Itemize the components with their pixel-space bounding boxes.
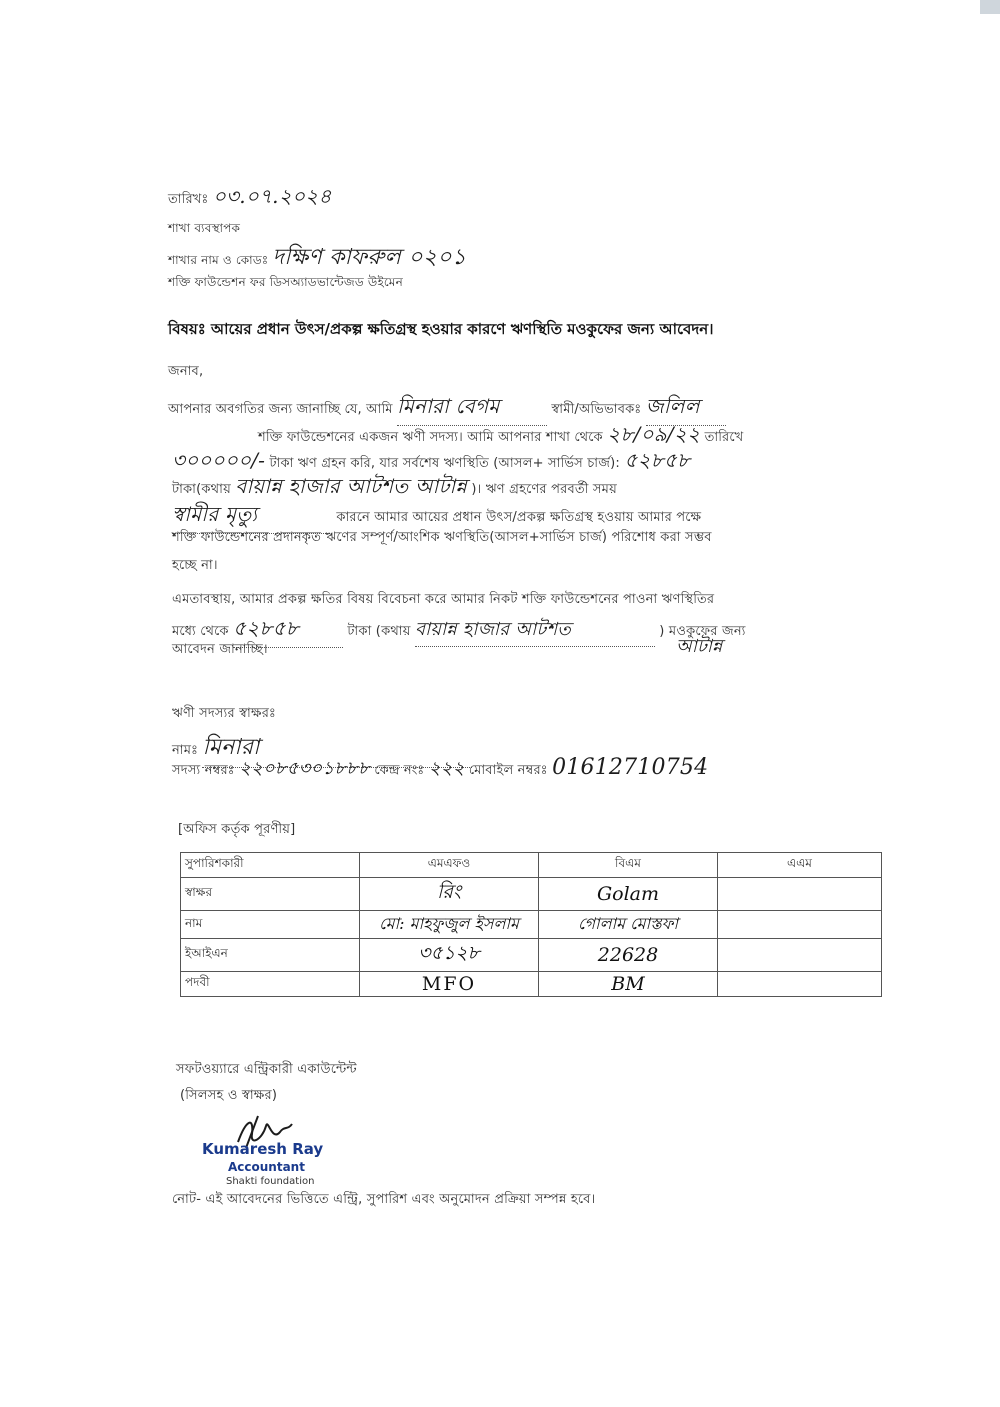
guardian-handwritten: জলিল (646, 392, 726, 426)
office-section-title: [অফিস কর্তৃক পূরণীয়] (178, 822, 296, 837)
body-line-6: শক্তি ফাউন্ডেশনের প্রদানকৃত ঋণের সম্পূর্ণ/আংশিক ঋণস্থিতি(আসল+সার্ভিস চার্জ) পরিশোধ করা সম্ভব (172, 530, 712, 545)
organization-line: শক্তি ফাউন্ডেশন ফর ডিসঅ্যাডভান্টেজড উইমেন (168, 275, 403, 289)
table-row (181, 911, 882, 939)
mfo-designation: MFO (360, 972, 539, 997)
row-label-designation: পদবী (181, 972, 360, 997)
salutation: জনাব, (168, 364, 204, 379)
header-bm: বিএম (539, 853, 718, 878)
stamp-name: Kumaresh Ray (202, 1140, 324, 1158)
reason-handwritten: স্বামীর মৃত্যু (172, 500, 332, 534)
header-recommender: সুপারিশকারী (181, 853, 360, 878)
waiver-words-handwritten: বায়ান্ন হাজার আটশত (415, 615, 655, 647)
scan-edge-mark (980, 0, 1000, 14)
balance-handwritten: ৫২৮৫৮ (624, 448, 691, 472)
mobile-label: মোবাইল নম্বরঃ (468, 763, 548, 778)
am-designation (718, 972, 882, 997)
stamp-title: Accountant (228, 1160, 305, 1174)
body-text: টাকা ঋণ গ্রহন করি, যার সর্বশেষ ঋণস্থিতি (আসল+ সার্ভিস চার্জ): (269, 456, 620, 471)
row-label-ein: ইআইএন (181, 939, 360, 972)
row-label-name: নাম (181, 911, 360, 939)
bm-name: গোলাম মোস্তফা (539, 911, 718, 939)
body-line-10: আবেদন জানাচ্ছি। (172, 642, 268, 657)
footer-note: নোট- এই আবেদনের ভিত্তিতে এন্ট্রি, সুপারিশ এবং অনুমোদন প্রক্রিয়া সম্পন্ন হবে। (172, 1192, 596, 1207)
member-name-handwritten: মিনারা বেগম (397, 392, 547, 426)
body-text: মধ্যে থেকে (172, 624, 229, 639)
member-id-label: সদস্য নম্বরঃ (172, 763, 235, 778)
addressee-title: শাখা ব্যবস্থাপক (168, 221, 241, 235)
date-value: ০৩.০৭.২০২৪ (212, 184, 332, 208)
table-row (181, 878, 882, 911)
mobile-value: 01612710754 (552, 755, 709, 780)
waiver-words-continued: আটান্ন (676, 636, 723, 657)
bm-signature: Golam (539, 878, 718, 911)
row-label-signature: স্বাক্ষর (181, 878, 360, 911)
header-mfo: এমএফও (360, 853, 539, 878)
body-text: কারনে আমার আয়ের প্রধান উৎস/প্রকল্প ক্ষতিগ্রস্থ হওয়ায় আমার পক্ষে (336, 510, 702, 525)
guardian-label: স্বামী/অভিভাবকঃ (551, 402, 642, 417)
body-text: ) মওকুফের জন্য (659, 624, 746, 639)
balance-words-handwritten: বায়ান্ন হাজার আটশত আটান্ন (235, 474, 467, 498)
date-label: তারিখঃ (168, 192, 209, 207)
member-name-value: মিনারা (202, 730, 472, 768)
mfo-signature: রিং (360, 878, 539, 911)
body-text: তারিখে (704, 430, 744, 445)
bm-designation: BM (539, 972, 718, 997)
center-value: ২২২ (428, 758, 465, 779)
table-row (181, 939, 882, 972)
am-signature (718, 878, 882, 911)
mfo-name: মো: মাহফুজুল ইসলাম (360, 911, 539, 939)
body-text: আপনার অবগতির জন্য জানাচ্ছি যে, আমি (168, 402, 393, 417)
body-text: শক্তি ফাউন্ডেশনের একজন ঋণী সদস্য। আমি আপনার শাখা থেকে (258, 430, 603, 445)
waiver-amount-handwritten: ৫২৮৫৮ (233, 614, 343, 648)
member-name-label: নামঃ (172, 743, 199, 758)
branch-value: দক্ষিণ কাফরুল ০২০১ (272, 245, 467, 270)
body-text: )। ঋণ গ্রহণের পরবর্তী সময় (471, 482, 617, 497)
branch-line (168, 240, 466, 277)
header-am: এএম (718, 853, 882, 878)
subject-line: বিষয়ঃ আয়ের প্রধান উৎস/প্রকল্প ক্ষতিগ্রস্থ হওয়ার কারণে ঋণস্থিতি মওকুফের জন্য আবেদন। (168, 320, 714, 338)
bm-ein: 22628 (539, 939, 718, 972)
member-id-value: ২২০৮৫৩০১৮৮৮ (239, 758, 370, 779)
accountant-label: সফটওয়্যারে এন্ট্রিকারী একাউন্টেন্ট (176, 1062, 357, 1077)
body-text: টাকা (কথায় (347, 624, 411, 639)
body-line-8: এমতাবস্থায়, আমার প্রকল্প ক্ষতির বিষয় বিবেচনা করে আমার নিকট শক্তি ফাউন্ডেশনের পাওনা ঋণস্থিতির (172, 592, 715, 607)
table-row (181, 972, 882, 997)
stamp-org: Shakti foundation (226, 1176, 315, 1187)
accountant-seal-note: (সিলসহ ও স্বাক্ষর) (180, 1088, 278, 1103)
table-header-row (181, 853, 882, 878)
body-text: টাকা(কথায় (172, 482, 231, 497)
member-id-line (172, 754, 708, 785)
date-line (168, 182, 332, 215)
office-approval-table (180, 852, 882, 997)
center-label: কেন্দ্র নংঃ (374, 763, 425, 778)
am-ein (718, 939, 882, 972)
am-name (718, 911, 882, 939)
loan-date-handwritten: ২৮/০৯/২২ (607, 422, 701, 446)
mfo-ein: ৩৫১২৮ (360, 939, 539, 972)
branch-label: শাখার নাম ও কোডঃ (168, 253, 269, 267)
member-signature-label: ঋণী সদস্যর স্বাক্ষরঃ (172, 706, 277, 721)
loan-amount-handwritten: ৩০০০০০/- (172, 448, 266, 472)
body-line-7: হচ্ছে না। (172, 558, 218, 573)
